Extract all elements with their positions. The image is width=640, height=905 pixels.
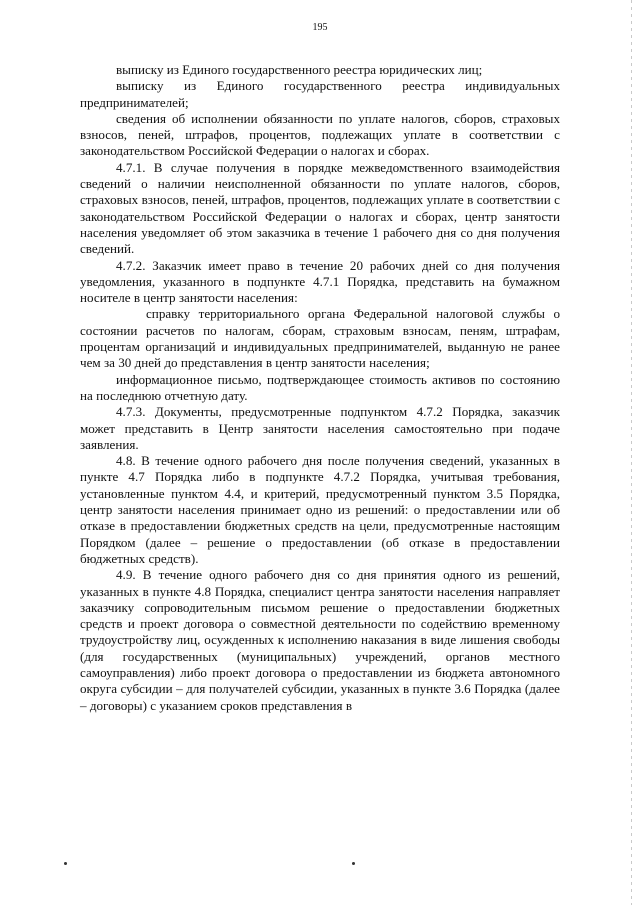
paragraph-4-7-2: 4.7.2. Заказчик имеет право в течение 20 рабочих дней со дня получения уведомления, указанного в подпункте 4.7.1 Порядка, представить на бумажном носителе в центр занятости населения: [80,257,560,306]
paragraph-4-7-3: 4.7.3. Документы, предусмотренные подпунктом 4.7.2 Порядка, заказчик может представить в Центр занятости населения самостоятельно при подаче заявления. [80,404,560,452]
paragraph-tax-obligation-info: сведения об исполнении обязанности по уплате налогов, сборов, страховых взносов, пеней, штрафов, процентов, подлежащих уплате в соответствии с законодательством Российской Федерации о налогах и сборах. [80,110,560,159]
paragraph-egrul-extract: выписку из Единого государственного реестра юридических лиц; [116,62,483,77]
document-body [80,62,560,714]
paragraph-4-7-1: 4.7.1. В случае получения в порядке межведомственного взаимодействия сведений о наличии неисполненной обязанности по уплате налогов, сборов, страховых взносов, пеней, штрафов, процентов, подлежащих уплате в соответствии с законодательством Российской Федерации о налогах и сборах, центр занятости населения уведомляет об этом заказчика в течение 1 рабочего дня со дня получения сведений. [80,159,560,257]
scan-mark [64,862,67,865]
scan-mark [352,862,355,865]
page-number: 195 [312,22,328,33]
paragraph-assets-letter: информационное письмо, подтверждающее стоимость активов по состоянию на последнюю отчетную дату. [80,371,560,403]
paragraph-tax-certificate: справку территориального органа Федеральной налоговой службы о состоянии расчетов по налогам, сборам, страховым взносам, пеням, штрафам, процентам организаций и индивидуальных предпринимателей, выданную не ранее чем за 30 дней до представления в центр занятости населения; [80,306,560,371]
paragraph-egrip-extract: выписку из Единого государственного реестра индивидуальных предпринимателей; [80,78,560,110]
scan-edge-line [631,0,632,905]
paragraph-4-9: 4.9. В течение одного рабочего дня со дня принятия одного из решений, указанных в пункте 4.8 Порядка, специалист центра занятости населения направляет заказчику сопроводительным письмом решение о предоставлении бюджетных средств и проект договора о совместной деятельности по содействию временному трудоустройству лиц, осужденных к исполнению наказания в виде лишения свободы (для государственных (муниципальных) учреждений, органов местного самоуправления) либо проект договора о предоставлении из бюджета автономного округа субсидии – для получателей субсидии, указанных в пункте 3.6 Порядка (далее – договоры) с указанием сроков представления в [80,567,560,713]
paragraph-4-8: 4.8. В течение одного рабочего дня после получения сведений, указанных в пункте 4.7 Порядка либо в подпункте 4.7.2 Порядка, учитывая требования, установленные пунктом 4.4, и критерий, предусмотренный пунктом 3.5 Порядка, центр занятости населения принимает одно из решений: о предоставлении или об отказе в предоставлении бюджетных средств на цели, предусмотренные настоящим Порядком (далее – решение о предоставлении (об отказе в предоставлении бюджетных средств). [80,453,560,566]
